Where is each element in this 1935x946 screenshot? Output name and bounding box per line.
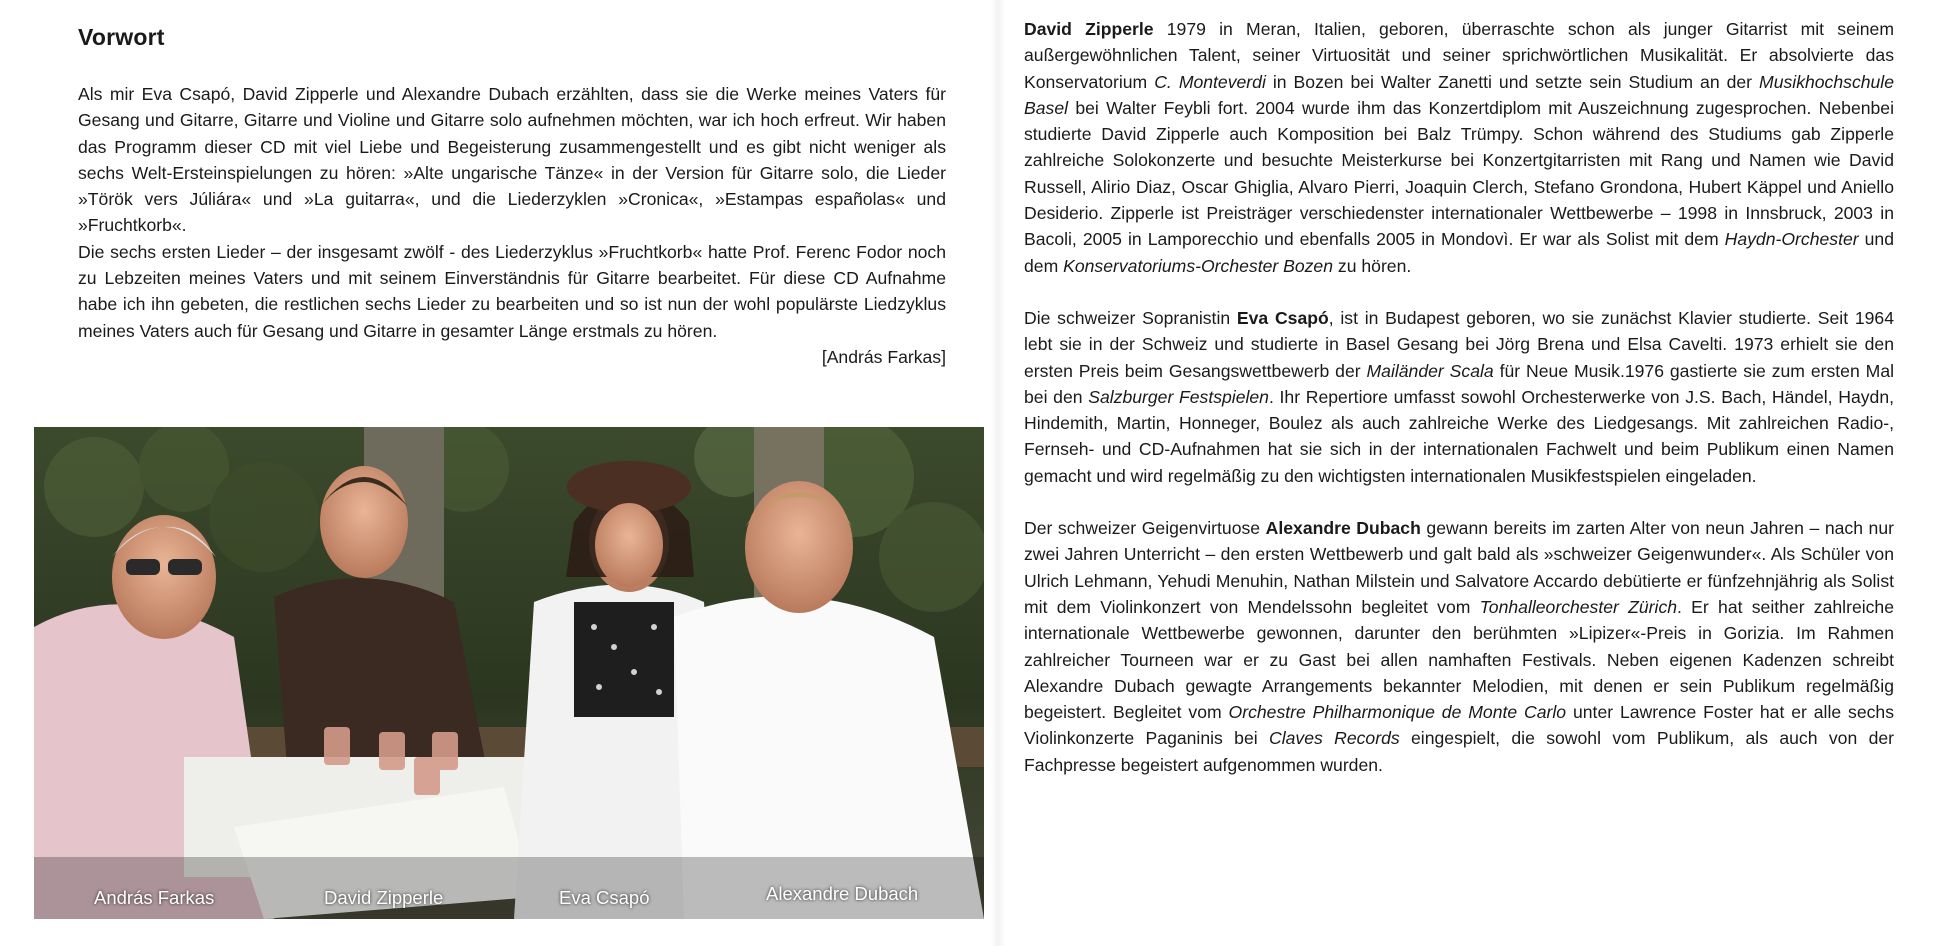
photo-caption-zipperle: David Zipperle (324, 887, 444, 908)
photo-caption-dubach: Alexandre Dubach (766, 883, 919, 904)
foreword-body (78, 81, 946, 344)
bio-name: David Zipperle (1024, 19, 1154, 39)
foreword-paragraph: Als mir Eva Csapó, David Zipperle und Alexandre Dubach erzählten, dass sie die Werke meines Vaters für Gesang und Gitarre, Gitarre und Violine und Gitarre solo aufnehmen möchten, war ich hoch erfreut. Wir haben das Programm dieser CD mit viel Liebe und Begeisterung zusammengestellt und es gibt nicht weniger als sechs Welt-Ersteinspielungen zu hören: »Alte ungarische Tänze« in der Version für Gitarre solo, die Lieder »Török vers Júliára« und »La guitarra«, und die Liederzyklen »Cronica«, »Estampas españolas« und »Fruchtkorb«. (78, 84, 946, 236)
photo-caption-csapo: Eva Csapó (559, 887, 650, 908)
page-fold (990, 0, 1006, 946)
bio-name: Alexandre Dubach (1265, 518, 1421, 539)
group-photo (34, 427, 984, 919)
bio-name: Eva Csapó (1236, 307, 1329, 328)
bio-dubach: Der schweizer Geigenvirtuose Alexandre Dubach gewann bereits im zarten Alter von neun Jahren – nach nur zwei Jahren Unterricht – den ersten Wettbewerb und galt bald als »schweizer Geigenwunder«. Als Schüler von Ulrich Lehmann, Yehudi Menuhin, Nathan Milstein und Salvatore Accardo debütierte er fünfzehnjährig als Solist mit dem Violinkonzert von Mendelssohn begleitet vom Tonhalleorchester Zürich. Er hat seither zahlreiche internationale Wettbewerbe gewonnen, darunter den berühmten »Lipizer«-Preis in Gorizia. Im Rahmen zahlreicher Tourneen war er zu Gast bei allen namhaften Festivals. Neben eigenen Kadenzen schreibt Alexandre Dubach gewagte Arrangements bekannter Melodien, mit denen er sein Publikum regelmäßig begeistert. Begleitet vom Orchestre Philharmonique de Monte Carlo unter Lawrence Foster hat er alle sechs Violinkonzerte Paganinis bei Claves Records eingespielt, die sowohl vom Publikum, als auch von der Fachpresse begeistert aufgenommen wurden. (1024, 518, 1895, 775)
bio-csapo: Die schweizer Sopranistin Eva Csapó, ist in Budapest geboren, wo sie zunächst Klavier studierte. Seit 1964 lebt sie in der Schweiz und studierte in Basel Gesang bei Jörg Brena und Elsa Cavelti. 1973 erhielt sie den ersten Preis beim Gesangswettbewerb der Mailänder Scala für Neue Musik.1976 gastierte sie zum ersten Mal bei den Salzburger Festspielen. Ihr Repertiore umfasst sowohl Orchesterwerke von J.S. Bach, Händel, Haydn, Hindemith, Martin, Honneger, Boulez als auch zahlreiche Werke des Liedgesangs. Mit zahlreichen Radio-, Fernseh- und CD-Aufnahmen hat sie sich in der internationalen Fachwelt und beim Publikum einen Namen gemacht und wird regelmäßig zu den wichtigsten internationalen Musikfestspielen eingeladen. (1024, 307, 1895, 486)
foreword-section (78, 24, 946, 370)
foreword-signature: [András Farkas] (821, 346, 946, 367)
group-photo-illustration (34, 427, 984, 919)
foreword-heading: Vorwort (78, 24, 165, 50)
bio-zipperle: David Zipperle 1979 in Meran, Italien, geboren, überraschte schon als junger Gitarrist mit seinem außergewöhnlichen Talent, seiner Virtuosität und seiner sprichwörtlichen Musikalität. Er absolvierte das Konservatorium C. Monteverdi in Bozen bei Walter Zanetti und setzte sein Studium an der Musikhochschule Basel bei Walter Feybli fort. 2004 wurde ihm das Konzertdiplom mit Auszeichnung zugesprochen. Nebenbei studierte David Zipperle auch Komposition bei Balz Trümpy. Schon während des Studiums gab Zipperle zahlreiche Solokonzerte und besuchte Meisterkurse bei Konzertgitarristen mit Rang und Namen wie David Russell, Alirio Diaz, Oscar Ghiglia, Alvaro Pierri, Joaquin Clerch, Stefano Grondona, Hubert Käppel und Aniello Desiderio. Zipperle ist Preisträger verschiedenster internationaler Wettbewerbe – 1998 in Innsbruck, 2003 in Bacoli, 2005 in Lamporecchio und ebenfalls 2005 in Mondovì. Er war als Solist mit dem Haydn-Orchester und dem Konservatoriums-Orchester Bozen zu hören. (1024, 19, 1894, 276)
photo-caption-farkas: András Farkas (94, 887, 215, 908)
foreword-paragraph: Die sechs ersten Lieder – der insgesamt zwölf - des Liederzyklus »Fruchtkorb« hatte Prof. Ferenc Fodor noch zu Lebzeiten meines Vaters und mit seinem Einverständnis für Gitarre bearbeitet. Für diese CD Aufnahme habe ich ihn gebeten, die restlichen sechs Lieder zu bearbeiten und so ist nun der wohl populärste Liedzyklus meines Vaters auch für Gesang und Gitarre in gesamter Länge erstmals zu hören. (78, 241, 946, 341)
biographies-section (1024, 16, 1894, 804)
